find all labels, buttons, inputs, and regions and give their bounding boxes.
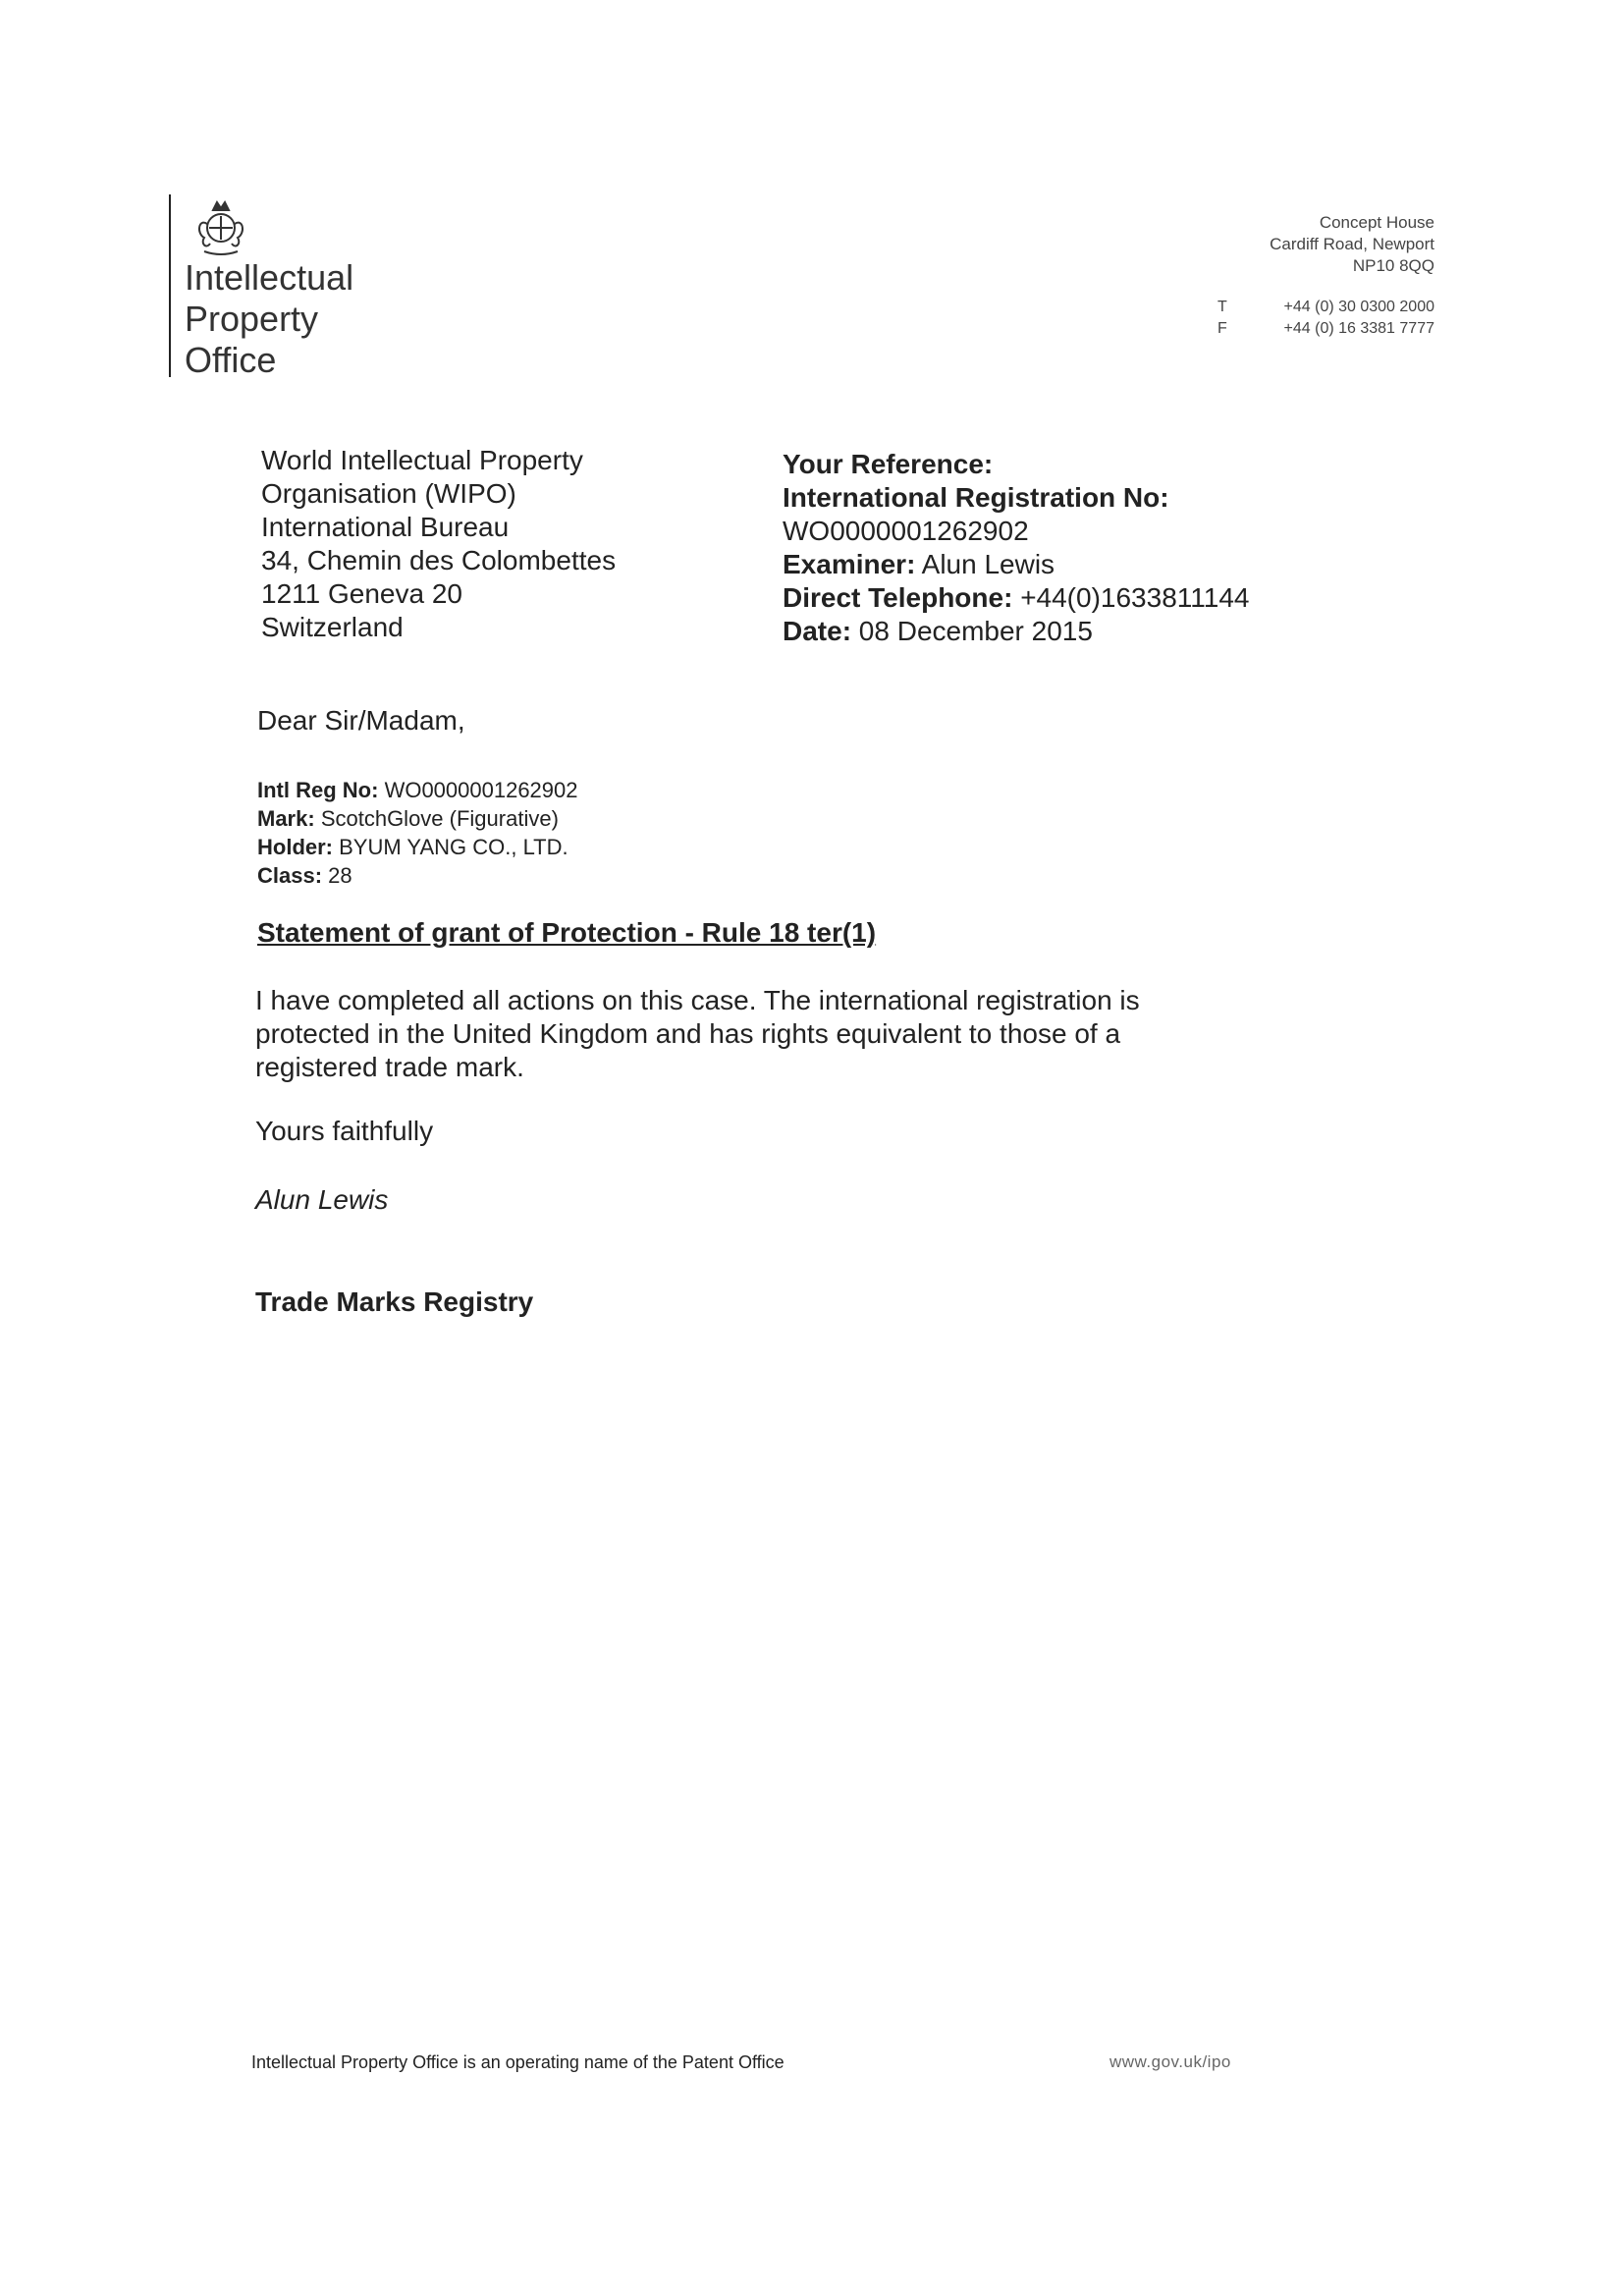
contact-labels xyxy=(1217,297,1227,340)
body-line: protected in the United Kingdom and has rights equivalent to those of a xyxy=(255,1018,1121,1049)
examiner-label: Examiner: xyxy=(783,549,916,579)
your-reference-label: Your Reference: xyxy=(783,449,994,479)
date-label: Date: xyxy=(783,616,852,646)
body-paragraph xyxy=(255,984,1217,1084)
recipient-line: 34, Chemin des Colombettes xyxy=(261,545,617,575)
intl-registration-label: International Registration No: xyxy=(783,482,1169,513)
office-logo-wordmark xyxy=(185,257,353,381)
recipient-line: Organisation (WIPO) xyxy=(261,478,516,509)
fax-number: +44 (0) 16 3381 7777 xyxy=(1283,320,1434,337)
reference-block xyxy=(783,448,1249,648)
body-line: I have completed all actions on this case. The international registration is xyxy=(255,985,1140,1015)
telephone-label: Direct Telephone: xyxy=(783,582,1013,613)
mark-label: Mark: xyxy=(257,806,315,831)
class-value: 28 xyxy=(328,863,352,888)
holder-value: BYUM YANG CO., LTD. xyxy=(339,835,568,859)
signer-name: Alun Lewis xyxy=(255,1184,389,1215)
reg-no-label: Intl Reg No: xyxy=(257,778,379,802)
registration-details xyxy=(257,776,578,890)
phone-number: +44 (0) 30 0300 2000 xyxy=(1283,299,1434,315)
logo-line: Property xyxy=(185,299,319,339)
recipient-line: International Bureau xyxy=(261,512,510,542)
examiner-value: Alun Lewis xyxy=(921,549,1055,579)
address-line: Concept House xyxy=(1319,213,1434,232)
registry-name: Trade Marks Registry xyxy=(255,1286,534,1317)
logo-line: Intellectual xyxy=(185,257,354,298)
telephone-value: +44(0)1633811144 xyxy=(1020,582,1250,613)
date-value: 08 December 2015 xyxy=(858,616,1093,646)
office-address xyxy=(1270,212,1434,277)
intl-registration-value: WO0000001262902 xyxy=(783,516,1029,546)
recipient-line: Switzerland xyxy=(261,612,404,642)
logo-divider xyxy=(169,194,171,377)
logo-line: Office xyxy=(185,340,277,380)
closing: Yours faithfully xyxy=(255,1116,434,1146)
recipient-address xyxy=(261,444,616,644)
fax-label: F xyxy=(1217,320,1227,337)
statement-heading: Statement of grant of Protection - Rule 18 ter(1) xyxy=(257,917,877,948)
mark-value: ScotchGlove (Figurative) xyxy=(320,806,559,831)
phone-label: T xyxy=(1217,299,1227,315)
salutation: Dear Sir/Madam, xyxy=(257,705,465,736)
royal-crest-icon xyxy=(187,194,255,259)
recipient-line: World Intellectual Property xyxy=(261,445,583,475)
footer-website: www.gov.uk/ipo xyxy=(1109,2052,1231,2071)
class-label: Class: xyxy=(257,863,323,888)
reg-no-value: WO0000001262902 xyxy=(384,778,578,802)
holder-label: Holder: xyxy=(257,835,333,859)
footer-note: Intellectual Property Office is an operating name of the Patent Office xyxy=(251,2052,784,2072)
recipient-line: 1211 Geneva 20 xyxy=(261,578,462,609)
contact-numbers xyxy=(1284,297,1434,340)
address-line: NP10 8QQ xyxy=(1352,256,1434,275)
address-line: Cardiff Road, Newport xyxy=(1270,235,1434,253)
body-line: registered trade mark. xyxy=(255,1052,524,1082)
